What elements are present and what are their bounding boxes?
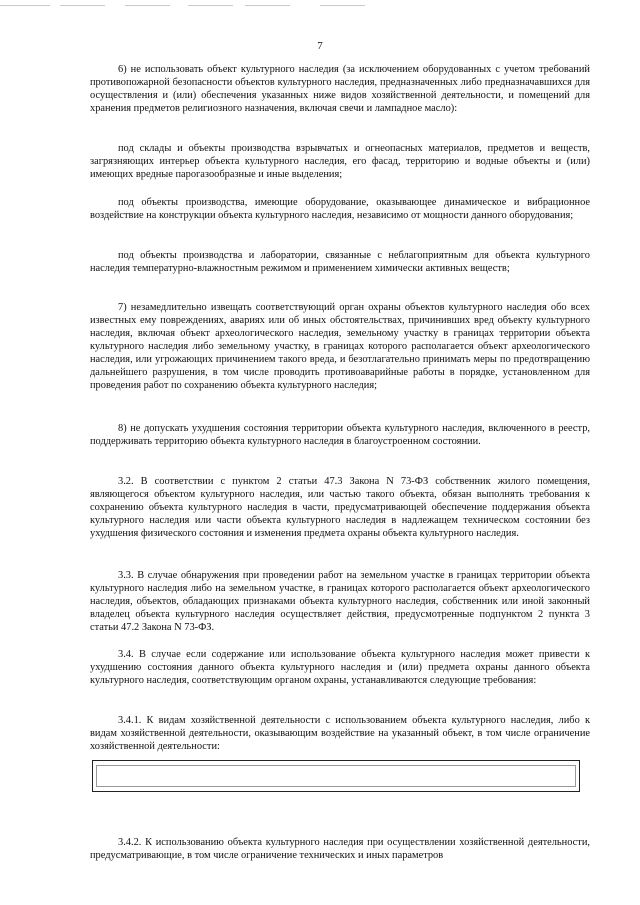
header-rule: [0, 0, 50, 6]
header-rule: [320, 0, 365, 6]
paragraph-3-3: 3.3. В случае обнаружения при проведении работ на земельном участке в границах территории объекта культурного наследия либо на земельном участке, в границах которого располагается объект археологического наследия, объектов, обладающих признаками объекта культурного наследия, собственник или иной законный владелец объекта культурного наследия осуществляет действия, предусмотренные подпунктом 2 пункта 3 статьи 47.2 Закона N 73-ФЗ.: [90, 570, 590, 633]
header-rule: [60, 0, 105, 6]
empty-table-cell: [96, 765, 576, 787]
paragraph-3-2: 3.2. В соответствии с пунктом 2 статьи 47.3 Закона N 73-ФЗ собственник жилого помещения, являющегося объектом культурного наследия, или частью такого объекта, обязан выполнять требования к сохранению объекта культурного наследия в части, предусматривающей обеспечение поддержания объекта культурного наследия или части объекта культурного наследия в надлежащем техническом состоянии без ухудшения физического состояния и изменения предмета охраны объекта культурного наследия.: [90, 476, 590, 539]
paragraph-item-7: 7) незамедлительно извещать соответствующий орган охраны объектов культурного наследия обо всех известных ему повреждениях, авариях или об иных обстоятельствах, причинивших вред объекту культурного наследия, включая объект археологического наследия, земельному участку в границах территории объекта культурного наследия либо земельному участку, в границах которого располагается объект археологического наследия, или угрожающих причинением такого вреда, и безотлагательно принимать меры по предотвращению дальнейшего разрушения, в том числе проводить противоаварийные работы в порядке, установленном для проведения работ по сохранению объекта культурного наследия;: [90, 302, 590, 391]
paragraph-production-equipment: под объекты производства, имеющие оборудование, оказывающее динамическое и вибрационное воздействие на конструкции объекта культурного наследия, независимо от мощности данного оборудования;: [90, 197, 590, 221]
paragraph-warehouses: под склады и объекты производства взрывчатых и огнеопасных материалов, предметов и веществ, загрязняющих интерьер объекта культурного наследия, его фасад, территорию и водные объекты и (или) имеющих вредные парогазообразные и иные выделения;: [90, 143, 590, 180]
paragraph-laboratories: под объекты производства и лаборатории, связанные с неблагоприятным для объекта культурного наследия температурно-влажностным режимом и применением химически активных веществ;: [90, 250, 590, 274]
page-number: 7: [317, 40, 323, 52]
paragraph-3-4: 3.4. В случае если содержание или использование объекта культурного наследия может привести к ухудшению состояния данного объекта культурного наследия и (или) предмета охраны данного объекта культурного наследия, соответствующим органом охраны, устанавливаются следующие требования:: [90, 649, 590, 686]
empty-table-frame: [92, 760, 580, 792]
paragraph-item-8: 8) не допускать ухудшения состояния территории объекта культурного наследия, включенного в реестр, поддерживать территорию объекта культурного наследия в благоустроенном состоянии.: [90, 423, 590, 447]
paragraph-item-6: 6) не использовать объект культурного наследия (за исключением оборудованных с учетом требований противопожарной безопасности объектов культурного наследия, предназначенных либо предназначавшихся для осуществления и (или) обеспечения указанных ниже видов хозяйственной деятельности, и помещений для хранения предметов религиозного назначения, включая свечи и лампадное масло):: [90, 64, 590, 114]
paragraph-3-4-2: 3.4.2. К использованию объекта культурного наследия при осуществлении хозяйственной деятельности, предусматривающие, в том числе ограничение технических и иных параметров: [90, 837, 590, 861]
paragraph-3-4-1: 3.4.1. К видам хозяйственной деятельности с использованием объекта культурного наследия, либо к видам хозяйственной деятельности, оказывающим воздействие на указанный объект, в том числе ограничение хозяйственной деятельности:: [90, 715, 590, 752]
header-rule: [245, 0, 290, 6]
header-rule: [188, 0, 233, 6]
header-rule: [125, 0, 170, 6]
